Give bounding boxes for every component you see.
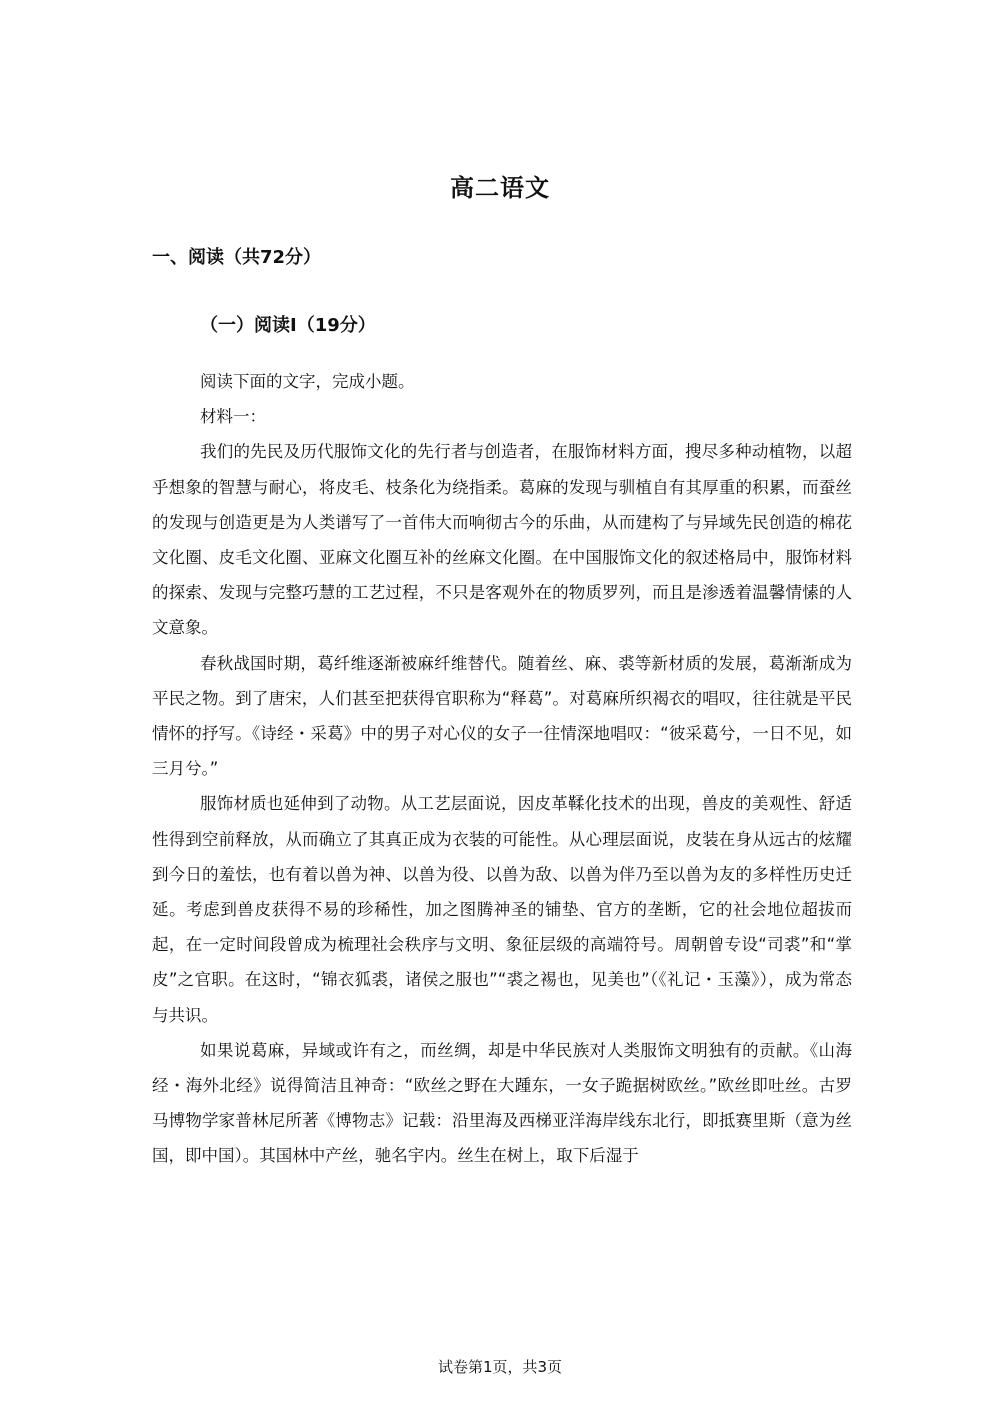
passage-paragraph: 如果说葛麻，异域或许有之，而丝绸，却是中华民族对人类服饰文明独有的贡献。《山海经・海外北经》说得简洁且神奇：“欧丝之野在大踵东，一女子跪据树欧丝。”欧丝即吐丝。古罗马博物学家普林尼所著《博物志》记载：沿里海及西梯亚洋海岸线东北行，即抵赛里斯（意为丝国，即中国）。其国林中产丝，驰名宇内。丝生在树上，取下后湿于 [152, 1040, 852, 1166]
subsection-heading: （一）阅读Ⅰ（19分） [200, 315, 376, 336]
material-label: 材料一： [200, 407, 266, 427]
passage-paragraph: 春秋战国时期，葛纤维逐渐被麻纤维替代。随着丝、麻、裘等新材质的发展，葛渐渐成为平民之物。到了唐宋，人们甚至把获得官职称为“释葛”。对葛麻所织褐衣的唱叹，往往就是平民情怀的抒写。《诗经・采葛》中的男子对心仪的女子一往情深地唱叹：“彼采葛兮，一日不见，如三月兮。” [152, 653, 852, 779]
passage-paragraph: 服饰材质也延伸到了动物。从工艺层面说，因皮革鞣化技术的出现，兽皮的美观性、舒适性得到空前释放，从而确立了其真正成为衣装的可能性。从心理层面说，皮装在身从远古的炫耀到今日的羞怯，也有着以兽为神、以兽为役、以兽为敌、以兽为伴乃至以兽为友的多样性历史迁延。考虑到兽皮获得不易的珍稀性，加之图腾神圣的铺垫、官方的垄断，它的社会地位超拔而起，在一定时间段曾成为梳理社会秩序与文明、象征层级的高端符号。周朝曾专设“司裘”和“掌皮”之官职。在这时，“锦衣狐裘，诸侯之服也”“裘之裼也，见美也”（《礼记・玉藻》），成为常态与共识。 [152, 794, 852, 1025]
section-heading: 一、阅读（共72分） [152, 247, 322, 268]
page-footer: 试卷第1页，共3页 [437, 1358, 563, 1376]
instruction-text: 阅读下面的文字，完成小题。 [200, 372, 415, 391]
page-title: 高二语文 [450, 174, 550, 202]
reading-passage [152, 364, 852, 1174]
passage-paragraph: 我们的先民及历代服饰文化的先行者与创造者，在服饰材料方面，搜尽多种动植物，以超乎想象的智慧与耐心，将皮毛、枝条化为绕指柔。葛麻的发现与驯植自有其厚重的积累，而蚕丝的发现与创造更是为人类谱写了一首伟大而响彻古今的乐曲，从而建构了与异域先民创造的棉花文化圈、皮毛文化圈、亚麻文化圈互补的丝麻文化圈。在中国服饰文化的叙述格局中，服饰材料的探索、发现与完整巧慧的工艺过程，不只是客观外在的物质罗列，而且是渗透着温馨情愫的人文意象。 [152, 442, 852, 638]
